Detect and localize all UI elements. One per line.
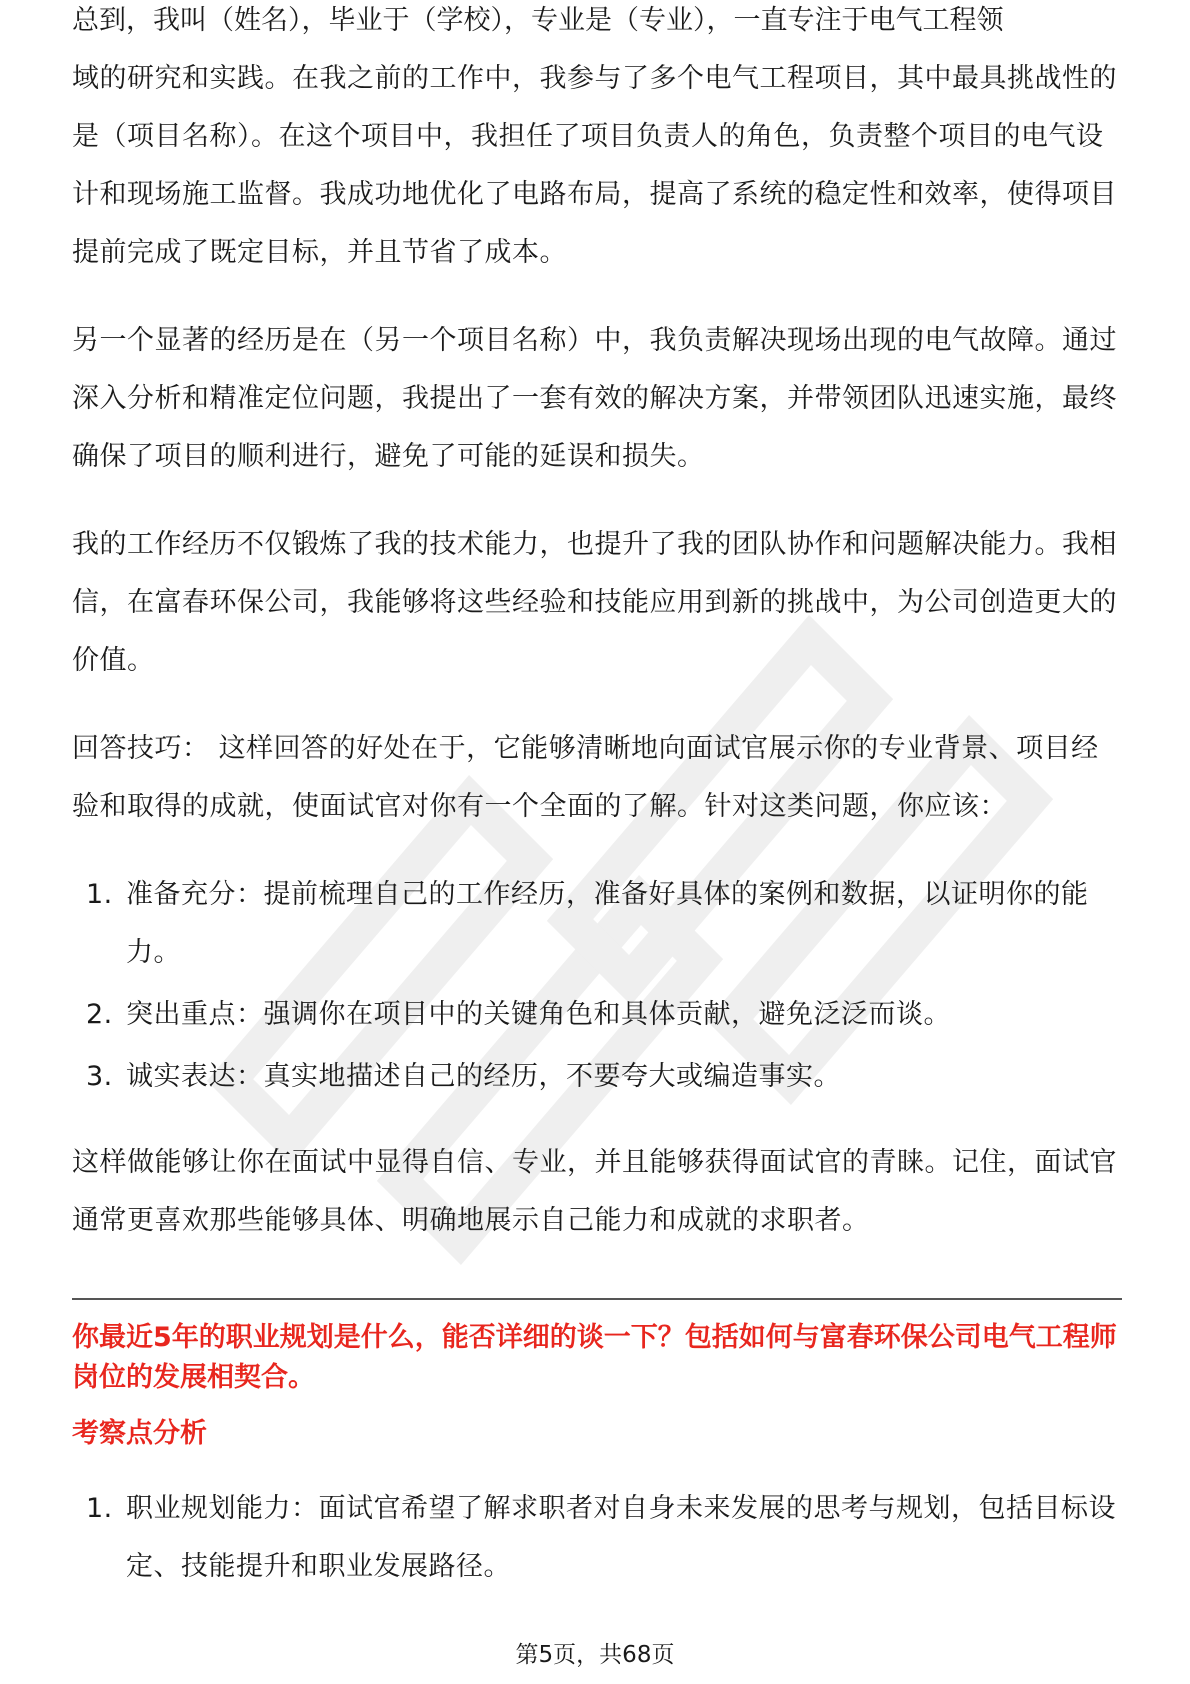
paragraph-conclusion: 这样做能够让你在面试中显得自信、专业，并且能够获得面试官的青睐。记住，面试官通常更喜欢那些能够具体、明确地展示自己能力和成就的求职者。 <box>72 1147 1117 1236</box>
page-footer: 第5页，共68页 <box>515 1642 675 1668</box>
list-number: 3. <box>86 1061 113 1092</box>
list-item <box>72 866 1122 982</box>
paragraph-answer-tips: 回答技巧： 这样回答的好处在于，它能够清晰地向面试官展示你的专业背景、项目经验和取得的成就，使面试官对你有一个全面的了解。针对这类问题，你应该： <box>72 733 1099 822</box>
paragraph-experience: 域的研究和实践。在我之前的工作中，我参与了多个电气工程项目，其中最具挑战性的是（项目名称）。在这个项目中，我担任了项目负责人的角色，负责整个项目的电气设计和现场施工监督。我成功地优化了电路布局，提高了系统的稳定性和效率，使得项目提前完成了既定目标，并且节省了成本。 <box>72 63 1117 268</box>
cut-off-line <box>72 5 1122 50</box>
list-item <box>72 1048 1122 1106</box>
analysis-heading: 考察点分析 <box>72 1418 207 1449</box>
section-divider <box>72 1298 1122 1300</box>
paragraph-summary: 我的工作经历不仅锻炼了我的技术能力，也提升了我的团队协作和问题解决能力。我相信，在富春环保公司，我能够将这些经验和技能应用到新的挑战中，为公司创造更大的价值。 <box>72 529 1117 676</box>
analysis-list <box>72 1480 1122 1596</box>
list-number: 2. <box>86 999 113 1030</box>
cut-off-text: 总到，我叫（姓名），毕业于（学校），专业是（专业），一直专注于电气工程领 <box>72 5 1004 36</box>
list-text: 诚实表达：真实地描述自己的经历，不要夸大或编造事实。 <box>126 1061 841 1092</box>
list-number: 1. <box>86 1493 113 1524</box>
question-heading: 你最近5年的职业规划是什么，能否详细的谈一下？包括如何与富春环保公司电气工程师岗位的发展相契合。 <box>72 1322 1117 1393</box>
paragraph-second-project: 另一个显著的经历是在（另一个项目名称）中，我负责解决现场出现的电气故障。通过深入分析和精准定位问题，我提出了一套有效的解决方案，并带领团队迅速实施，最终确保了项目的顺利进行，避免了可能的延误和损失。 <box>72 325 1117 472</box>
list-number: 1. <box>86 879 113 910</box>
tips-list <box>72 866 1122 1106</box>
main-content <box>72 5 1122 1624</box>
list-text: 突出重点：强调你在项目中的关键角色和具体贡献，避免泛泛而谈。 <box>126 999 951 1030</box>
list-text: 职业规划能力：面试官希望了解求职者对自身未来发展的思考与规划，包括目标设定、技能提升和职业发展路径。 <box>126 1493 1116 1582</box>
list-text: 准备充分：提前梳理自己的工作经历，准备好具体的案例和数据，以证明你的能力。 <box>126 879 1089 968</box>
list-item <box>72 1480 1122 1596</box>
list-item <box>72 986 1122 1044</box>
